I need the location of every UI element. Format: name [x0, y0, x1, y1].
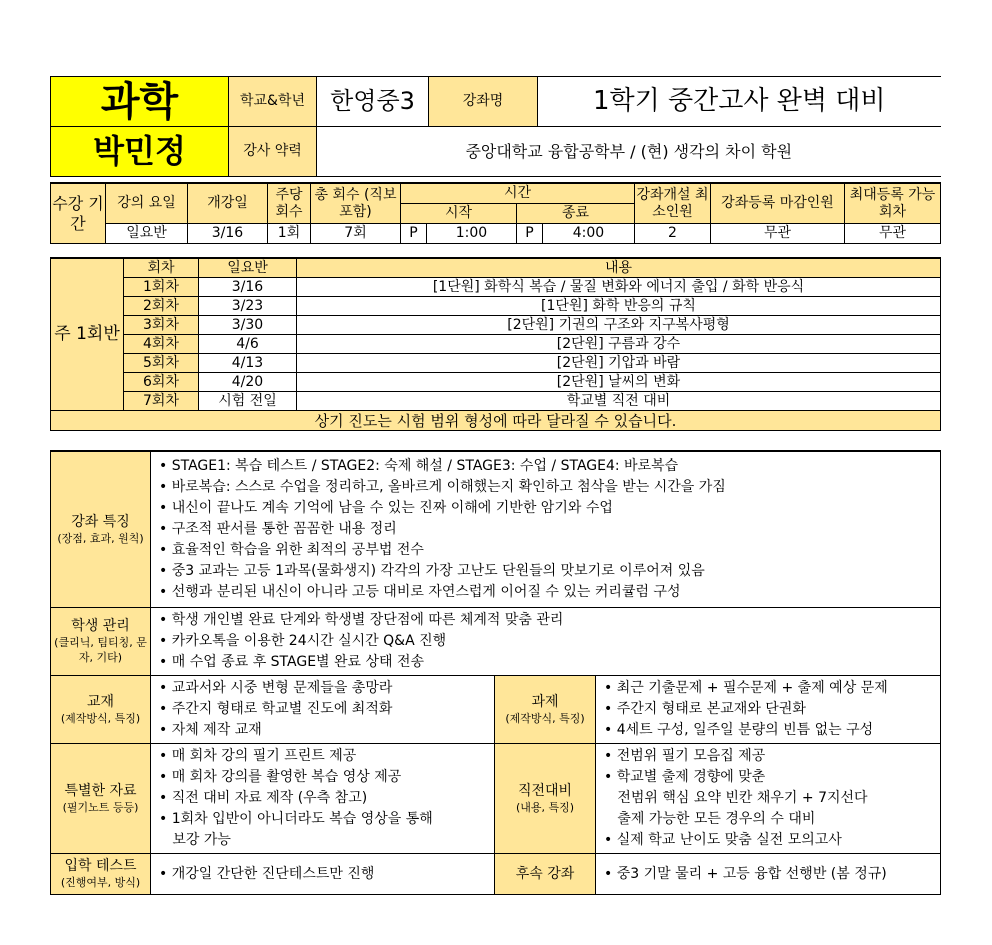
list-item: • STAGE1: 복습 테스트 / STAGE2: 숙제 해설 / STAGE3: 수업 / STAGE4: 바로복습: [159, 456, 932, 477]
list-item: 출제 가능한 모든 경우의 수 대비: [617, 811, 816, 827]
school: 한영중3: [317, 77, 429, 127]
list-item: • 전범위 필기 모음집 제공: [604, 746, 932, 767]
features-sub: (장점, 효과, 원칙): [57, 531, 144, 545]
features-list: [151, 454, 940, 605]
course-title: 1학기 중간고사 완벽 대비: [538, 77, 941, 127]
content-cell: [2단원] 기권의 구조와 지구복사평형: [297, 316, 941, 335]
textbook-sub: (제작방식, 특징): [60, 711, 141, 725]
col-time: 시간: [401, 183, 635, 204]
list-item: • 중3 교과는 고등 1과목(물화생지) 각각의 가장 고난도 단원들의 맛보기로 이루어져 있음: [159, 561, 932, 582]
list-item: • 자체 제작 교재: [159, 720, 486, 741]
special-label: 특별한 자료: [64, 782, 137, 799]
homework-list: [596, 676, 940, 743]
deadline-value: 무관: [711, 224, 845, 244]
management-label: 학생 관리: [71, 618, 130, 635]
date-cell: 3/23: [199, 297, 297, 316]
teacher-bio: 중앙대학교 융합공학부 / (현) 생각의 차이 학원: [317, 127, 941, 177]
followup-list: [596, 862, 940, 887]
list-item: • 중3 기말 물리 + 고등 융합 선행반 (봄 정규): [604, 864, 932, 885]
col-time-end: 종료: [517, 204, 635, 224]
list-item: 전범위 핵심 요약 빈칸 채우기 + 7지선다: [617, 790, 868, 806]
list-item: • 매 수업 종료 후 STAGE별 완료 상태 전송: [159, 652, 932, 673]
teacher-name: 박민정: [51, 127, 229, 177]
list-item: • 주간지 형태로 학교별 진도에 최적화: [159, 699, 486, 720]
col-time-start: 시작: [401, 204, 517, 224]
entrance-list: [151, 862, 494, 887]
start-date-value: 3/16: [188, 224, 268, 244]
list-item: • 교과서와 시중 변형 문제들을 총망라: [159, 678, 486, 699]
content-cell: [2단원] 날씨의 변화: [297, 373, 941, 392]
min-value: 2: [635, 224, 711, 244]
final-prep-list-cell: [596, 744, 941, 854]
list-item: • 직전 대비 자료 제작 (우측 참고): [159, 788, 486, 809]
schedule-row: [51, 297, 941, 316]
homework-label-cell: [495, 676, 596, 744]
schedule-notice: 상기 진도는 시험 범위 형성에 따라 달라질 수 있습니다.: [51, 411, 941, 431]
homework-list-cell: [596, 676, 941, 744]
list-item: • 학생 개인별 완료 단계와 학생별 장단점에 따른 체계적 맞춤 관리: [159, 610, 932, 631]
col-max: 최대등록 가능회차: [845, 183, 941, 224]
features-label: 강좌 특징: [71, 513, 130, 530]
final-prep-sub: (내용, 특징): [515, 800, 575, 814]
special-label-cell: [51, 744, 151, 854]
start-time: 1:00: [427, 224, 517, 244]
special-list: [151, 744, 494, 853]
col-session: 회차: [124, 258, 199, 278]
schedule-row: [51, 392, 941, 411]
list-item: • 선행과 분리된 내신이 아니라 고등 대비로 자연스럽게 이어질 수 있는 커리큘럼 구성: [159, 582, 932, 603]
date-cell: 4/20: [199, 373, 297, 392]
subject: 과학: [51, 77, 229, 127]
list-item: 보강 가능: [172, 832, 231, 848]
list-item: • 최근 기출문제 + 필수문제 + 출제 예상 문제: [604, 678, 932, 699]
special-sub: (필기노트 등등): [62, 800, 139, 814]
details-table: [50, 450, 941, 895]
session-cell: 2회차: [124, 297, 199, 316]
schedule-side-label: 주 1회반: [51, 258, 124, 411]
school-label: 학교&학년: [229, 77, 317, 127]
list-item: • 매 회차 강의를 촬영한 복습 영상 제공: [159, 767, 486, 788]
list-item: • 4세트 구성, 일주일 분량의 빈틈 없는 구성: [604, 720, 932, 741]
date-cell: 시험 전일: [199, 392, 297, 411]
day-value: 일요반: [106, 224, 188, 244]
session-cell: 3회차: [124, 316, 199, 335]
management-label-cell: [51, 608, 151, 676]
list-item: • 개강일 간단한 진단테스트만 진행: [159, 864, 486, 885]
list-item: • 효율적인 학습을 위한 최적의 공부법 전수: [159, 540, 932, 561]
session-cell: 4회차: [124, 335, 199, 354]
textbook-list: [151, 676, 494, 743]
col-day: 일요반: [199, 258, 297, 278]
content-cell: [1단원] 화학 반응의 규칙: [297, 297, 941, 316]
list-item: • 학교별 출제 경향에 맞춘: [604, 767, 932, 788]
management-sub: (클리닉, 팀티칭, 문자, 기타): [54, 636, 147, 664]
list-item: • 바로복습: 스스로 수업을 정리하고, 올바르게 이해했는지 확인하고 첨삭을 받는 시간을 가짐: [159, 477, 932, 498]
list-item: • 매 회차 강의 필기 프린트 제공: [159, 746, 486, 767]
date-cell: 4/6: [199, 335, 297, 354]
schedule-table: [50, 257, 941, 431]
date-cell: 3/16: [199, 278, 297, 297]
session-cell: 7회차: [124, 392, 199, 411]
features-label-cell: [51, 451, 151, 608]
content-cell: [2단원] 구름과 강수: [297, 335, 941, 354]
total-value: 7회: [311, 224, 401, 244]
textbook-list-cell: [151, 676, 495, 744]
homework-label: 과제: [531, 693, 559, 710]
col-content: 내용: [297, 258, 941, 278]
management-list: [151, 608, 940, 675]
end-ampm: P: [517, 224, 543, 244]
final-prep-label: 직전대비: [517, 782, 573, 799]
course-info-table: [50, 182, 941, 244]
header-table: [50, 76, 941, 177]
list-item: • 1회차 입반이 아니더라도 복습 영상을 통해: [159, 809, 486, 830]
session-cell: 5회차: [124, 354, 199, 373]
start-ampm: P: [401, 224, 427, 244]
col-start-date: 개강일: [188, 183, 268, 224]
col-day: 강의 요일: [106, 183, 188, 224]
final-prep-list: [596, 744, 940, 853]
list-item: • 구조적 판서를 통한 꼼꼼한 내용 정리: [159, 519, 932, 540]
schedule-row: [51, 335, 941, 354]
period-label: 수강 기간: [51, 183, 106, 244]
bio-label: 강사 약력: [229, 127, 317, 177]
session-cell: 1회차: [124, 278, 199, 297]
content-cell: 학교별 직전 대비: [297, 392, 941, 411]
schedule-row: [51, 316, 941, 335]
management-list-cell: [151, 608, 941, 676]
date-cell: 3/30: [199, 316, 297, 335]
schedule-row: [51, 278, 941, 297]
content-cell: [1단원] 화학식 복습 / 물질 변화와 에너지 출입 / 화학 반응식: [297, 278, 941, 297]
col-total: 총 회수 (직보포함): [311, 183, 401, 224]
weekly-value: 1회: [268, 224, 311, 244]
col-weekly: 주당 회수: [268, 183, 311, 224]
col-deadline: 강좌등록 마감인원: [711, 183, 845, 224]
homework-sub: (제작방식, 특징): [505, 711, 585, 725]
final-prep-label-cell: [495, 744, 596, 854]
date-cell: 4/13: [199, 354, 297, 373]
features-list-cell: [151, 451, 941, 608]
list-item: • 주간지 형태로 본교재와 단권화: [604, 699, 932, 720]
entrance-label: 입학 테스트: [64, 858, 137, 875]
col-min: 강좌개설 최소인원: [635, 183, 711, 224]
special-list-cell: [151, 744, 495, 854]
list-item: • 실제 학교 난이도 맞춤 실전 모의고사: [604, 830, 932, 851]
entrance-sub: (진행여부, 방식): [60, 876, 141, 890]
schedule-row: [51, 354, 941, 373]
entrance-label-cell: [51, 854, 151, 895]
followup-cell: [596, 854, 941, 895]
session-cell: 6회차: [124, 373, 199, 392]
textbook-label: 교재: [86, 693, 115, 710]
textbook-label-cell: [51, 676, 151, 744]
entrance-cell: [151, 854, 495, 895]
list-item: • 내신이 끝나도 계속 기억에 남을 수 있는 진짜 이해에 기반한 암기와 수업: [159, 498, 932, 519]
content-cell: [2단원] 기압과 바람: [297, 354, 941, 373]
schedule-row: [51, 373, 941, 392]
followup-label: 후속 강좌: [515, 865, 575, 882]
course-label: 강좌명: [429, 77, 538, 127]
followup-label-cell: [495, 854, 596, 895]
end-time: 4:00: [543, 224, 635, 244]
max-value: 무관: [845, 224, 941, 244]
list-item: • 카카오톡을 이용한 24시간 실시간 Q&A 진행: [159, 631, 932, 652]
